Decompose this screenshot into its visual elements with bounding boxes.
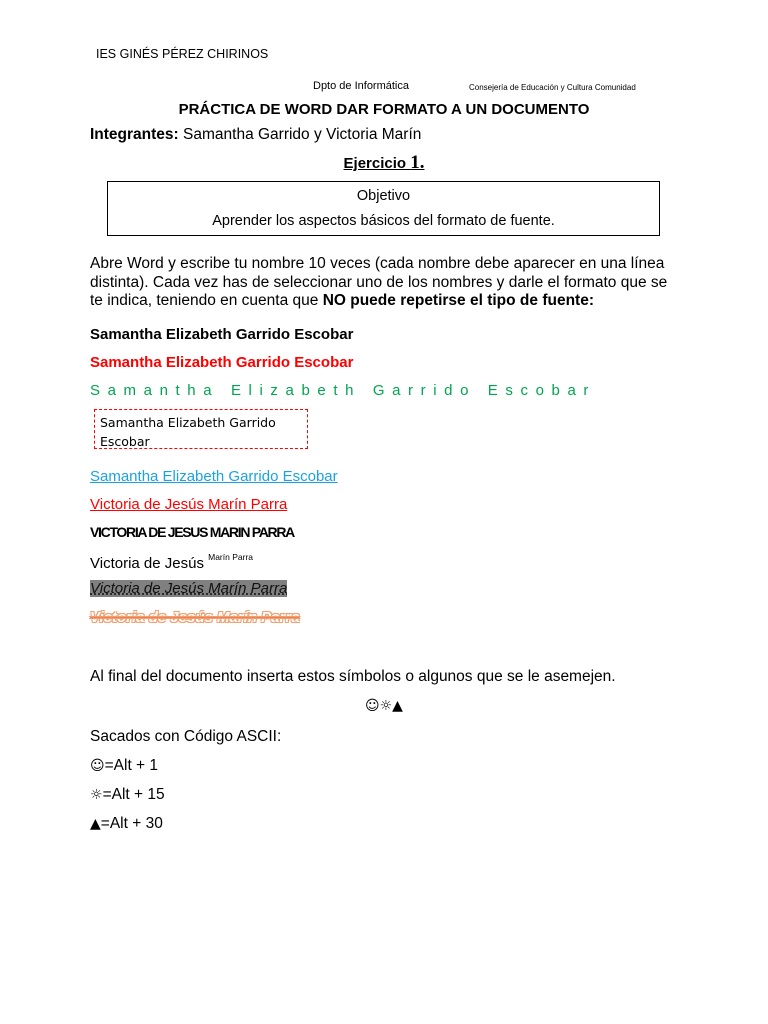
objective-heading: Objetivo bbox=[356, 188, 411, 204]
name-line-boxed-text: Samantha Elizabeth Garrido Escobar bbox=[100, 415, 276, 449]
symbols-line: ☺☼▲ bbox=[365, 698, 403, 714]
exercise-number: 1. bbox=[410, 152, 425, 173]
exercise-heading bbox=[0, 152, 768, 174]
name-line-uppercase-condensed: VICTORIA DE JESUS MARIN PARRA bbox=[90, 524, 294, 540]
name-line-outline-strikethrough: Victoria de Jesús Marín Parra bbox=[90, 609, 300, 626]
alt-code-line bbox=[90, 815, 163, 833]
alt-code-text: =Alt + 15 bbox=[102, 786, 165, 803]
triangle-icon: ▲ bbox=[90, 816, 101, 832]
school-name: IES GINÉS PÉREZ CHIRINOS bbox=[96, 47, 269, 61]
smiley-icon: ☺ bbox=[90, 758, 105, 774]
department-name: Dpto de Informática bbox=[313, 80, 409, 92]
document-title: PRÁCTICA DE WORD DAR FORMATO A UN DOCUMENTO bbox=[178, 101, 590, 118]
name-line-dashed-box bbox=[94, 409, 308, 449]
integrantes-names: Samantha Garrido y Victoria Marín bbox=[178, 126, 422, 143]
alt-code-line bbox=[90, 757, 158, 775]
objective-text: Aprender los aspectos básicos del formato de fuente. bbox=[212, 213, 555, 229]
integrantes-label: Integrantes: bbox=[90, 126, 179, 143]
alt-code-text: =Alt + 30 bbox=[100, 815, 163, 832]
instructions-bold: NO puede repetirse el tipo de fuente: bbox=[322, 292, 594, 309]
name-line-red-bold: Samantha Elizabeth Garrido Escobar bbox=[90, 354, 354, 371]
alt-code-line bbox=[90, 786, 165, 804]
name-line-bold: Samantha Elizabeth Garrido Escobar bbox=[90, 326, 354, 343]
name-line-red-underlined: Victoria de Jesús Marín Parra bbox=[90, 496, 288, 513]
name-line-base-text: Victoria de Jesús bbox=[90, 555, 204, 572]
instructions-paragraph bbox=[90, 255, 680, 311]
objective-box bbox=[107, 181, 660, 236]
alt-code-text: =Alt + 1 bbox=[104, 757, 159, 774]
exercise-label: Ejercicio bbox=[343, 155, 411, 172]
sun-icon: ☼ bbox=[90, 787, 103, 803]
name-line-green-spaced: Samantha Elizabeth Garrido Escobar bbox=[90, 382, 597, 399]
name-line-blue-underlined: Samantha Elizabeth Garrido Escobar bbox=[90, 468, 338, 485]
name-line-highlighted-italic: Victoria de Jesús Marín Parra bbox=[90, 580, 288, 597]
name-line-superscript-text: Marín Parra bbox=[208, 552, 253, 562]
ascii-heading: Sacados con Código ASCII: bbox=[90, 728, 282, 745]
name-line-superscript bbox=[90, 552, 253, 572]
integrantes-line bbox=[90, 126, 421, 144]
final-paragraph: Al final del documento inserta estos símbolos o algunos que se le asemejen. bbox=[90, 668, 616, 685]
instructions-text: Abre Word y escribe tu nombre 10 veces (cada nombre debe aparecer en una línea distinta). Cada vez has de seleccionar uno de los nombres y darle el formato que se te indica, teniendo en cuenta que bbox=[90, 255, 668, 309]
consejeria-label: Consejería de Educación y Cultura Comunidad bbox=[469, 83, 636, 92]
